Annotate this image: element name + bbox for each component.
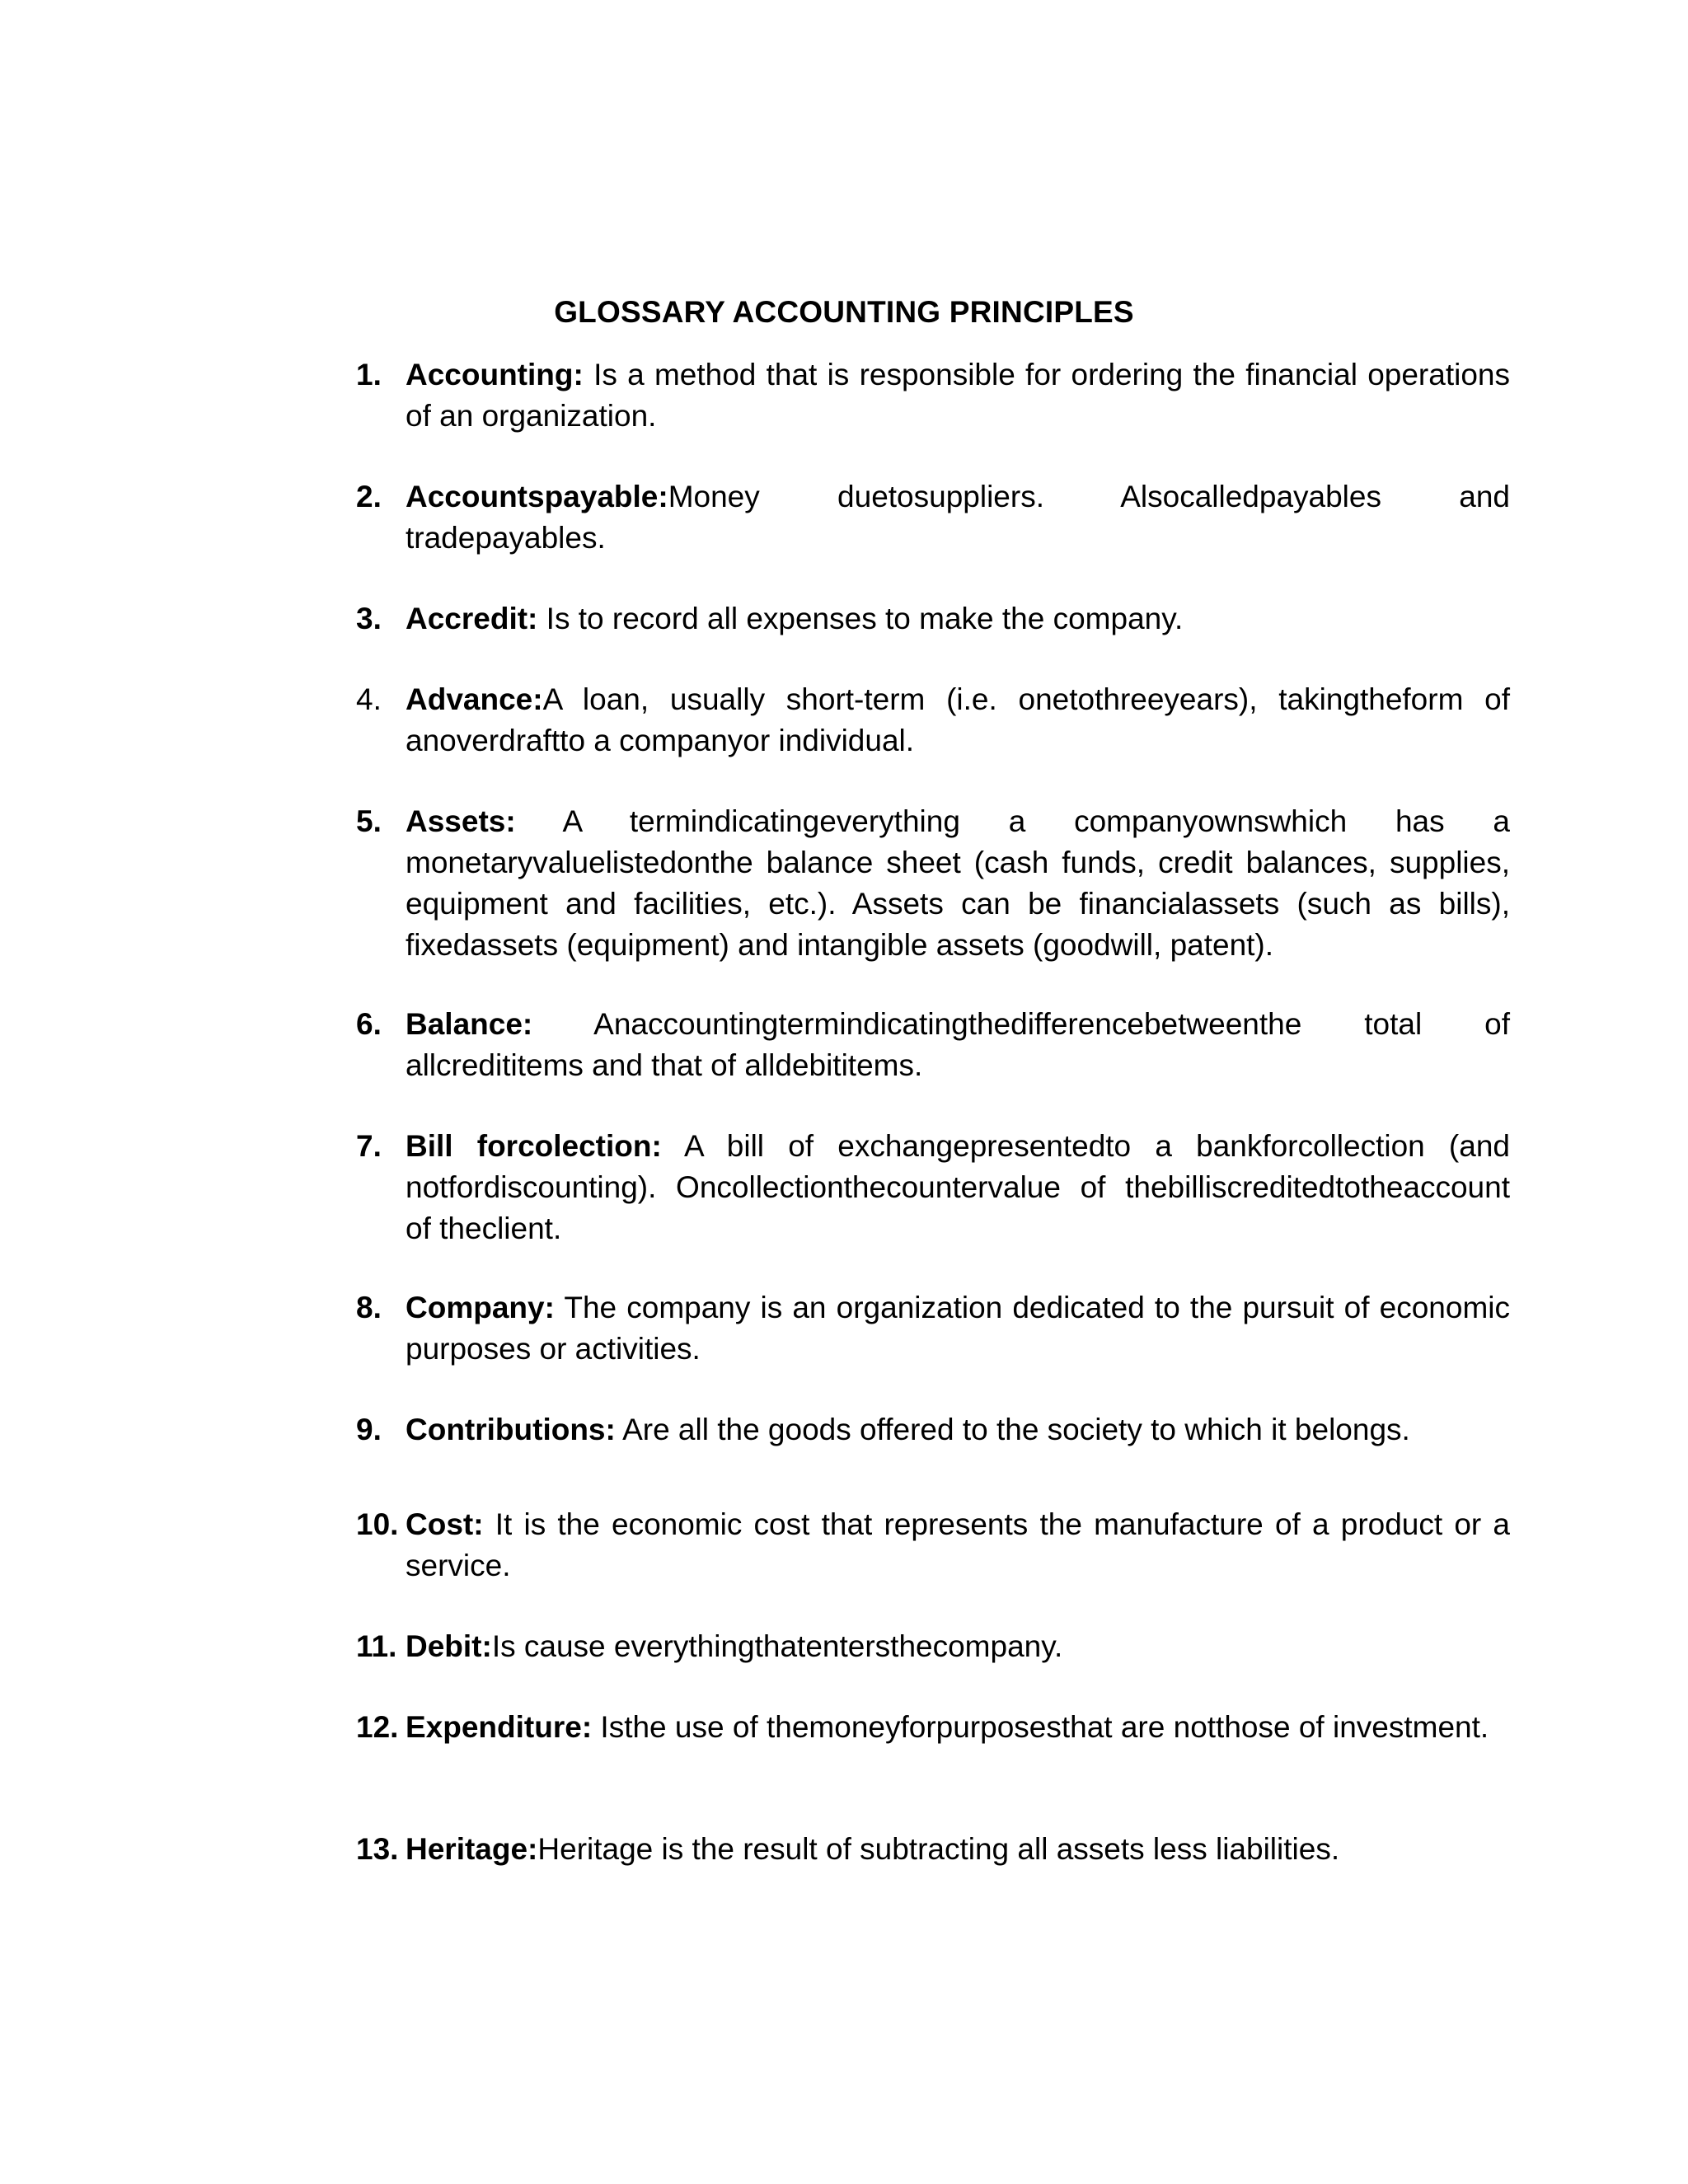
entry-number: 12. xyxy=(356,1710,399,1744)
entry-definition: Is a method that is responsible for ordering the financial operations of an organization. xyxy=(406,358,1510,433)
entry-body xyxy=(406,1829,1510,1870)
glossary-entry-bill-for-collection xyxy=(356,1126,1510,1249)
entry-number: 2. xyxy=(356,480,382,513)
glossary-entry-advance xyxy=(356,679,1510,762)
entry-definition: The company is an organization dedicated to the pursuit of economic purposes or activities. xyxy=(406,1291,1510,1366)
entry-term: Accredit: xyxy=(406,602,538,635)
glossary-entry-company xyxy=(356,1287,1510,1370)
entry-number: 9. xyxy=(356,1413,382,1446)
entry-number: 1. xyxy=(356,358,382,391)
entry-number: 13. xyxy=(356,1832,399,1866)
entry-body xyxy=(406,1126,1510,1249)
entry-definition: A termindicatingeverything a companyownswhich has a monetaryvaluelistedonthe balance sheet (cash funds, credit balances, supplies, equipment and facilities, etc.). Assets can be financialassets (such as bills), fixedassets (equipment) and intangible assets (goodwill, patent). xyxy=(406,804,1510,962)
entry-number: 6. xyxy=(356,1007,382,1041)
document-title: GLOSSARY ACCOUNTING PRINCIPLES xyxy=(554,295,1134,329)
entry-term: Balance: xyxy=(406,1007,533,1041)
entry-number: 8. xyxy=(356,1291,382,1324)
entry-number: 3. xyxy=(356,602,382,635)
entry-definition: It is the economic cost that represents the manufacture of a product or a service. xyxy=(406,1507,1510,1582)
entry-body xyxy=(406,1409,1510,1451)
glossary-entry-contributions xyxy=(356,1409,1510,1451)
glossary-entry-cost xyxy=(356,1504,1510,1586)
glossary-entry-balance xyxy=(356,1004,1510,1086)
entry-body xyxy=(406,801,1510,966)
entry-term: Accountspayable: xyxy=(406,480,668,513)
entry-body xyxy=(406,1287,1510,1370)
entry-term: Advance: xyxy=(406,682,543,716)
entry-definition: Are all the goods offered to the society to which it belongs. xyxy=(615,1413,1410,1446)
entry-term: Heritage: xyxy=(406,1832,538,1866)
entry-body xyxy=(406,679,1510,762)
entry-number: 7. xyxy=(356,1129,382,1163)
glossary-entry-debit xyxy=(356,1626,1510,1667)
glossary-entry-expenditure xyxy=(356,1707,1510,1748)
entry-definition: Anaccountingtermindicatingthedifferencebetweenthe total of allcredititems and that of alldebititems. xyxy=(406,1007,1510,1082)
entry-term: Cost: xyxy=(406,1507,484,1541)
entry-term: Bill forcolection: xyxy=(406,1129,662,1163)
glossary-entry-accredit xyxy=(356,598,1510,640)
entry-term: Contributions: xyxy=(406,1413,616,1446)
entry-body xyxy=(406,1626,1510,1667)
entry-definition: A loan, usually short-term (i.e. onetothreeyears), takingtheform of anoverdraftto a companyor individual. xyxy=(406,682,1510,757)
entry-definition: Isthe use of themoneyforpurposesthat are notthose of investment. xyxy=(592,1710,1489,1744)
entry-definition: Is cause everythingthatentersthecompany. xyxy=(491,1629,1063,1663)
glossary-entry-assets xyxy=(356,801,1510,966)
glossary-entry-accounting xyxy=(356,354,1510,437)
entry-number: 10. xyxy=(356,1507,399,1541)
entry-definition: A bill of exchangepresentedto a bankforcollection (and notfordiscounting). Oncollectionthecountervalue of thebilliscreditedtotheaccount of theclient. xyxy=(406,1129,1510,1245)
entry-term: Company: xyxy=(406,1291,555,1324)
entry-body xyxy=(406,1504,1510,1586)
entry-body xyxy=(406,354,1510,437)
entry-term: Expenditure: xyxy=(406,1710,593,1744)
entry-body xyxy=(406,598,1510,640)
entry-definition: Heritage is the result of subtracting all assets less liabilities. xyxy=(537,1832,1340,1866)
entry-definition: Is to record all expenses to make the company. xyxy=(537,602,1184,635)
entry-body xyxy=(406,476,1510,559)
entry-number: 5. xyxy=(356,804,382,838)
entry-body xyxy=(406,1004,1510,1086)
entry-term: Assets: xyxy=(406,804,516,838)
entry-term: Debit: xyxy=(406,1629,492,1663)
entry-term: Accounting: xyxy=(406,358,584,391)
entry-number: 4. xyxy=(356,682,382,716)
entry-number: 11. xyxy=(356,1629,397,1663)
glossary-entry-heritage xyxy=(356,1829,1510,1870)
entry-body xyxy=(406,1707,1510,1748)
glossary-entry-accounts-payable xyxy=(356,476,1510,559)
entry-definition: Money duetosuppliers. Alsocalledpayables and tradepayables. xyxy=(406,480,1510,555)
